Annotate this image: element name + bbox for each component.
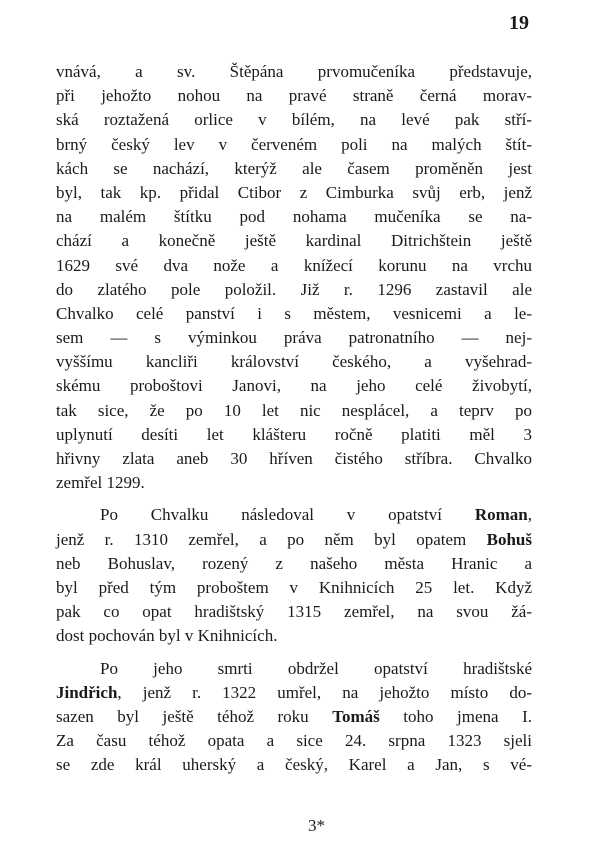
- text-line: uplynutí desíti let klášteru ročně platiti měl 3: [56, 424, 532, 444]
- text-line: ská roztažená orlice v bílém, na levé pak stří-: [56, 110, 532, 130]
- text-line: byl před tým proboštem v Knihnicích 25 let. Když: [56, 577, 532, 597]
- paragraph: [56, 657, 532, 778]
- text-line: kách se nachází, kterýž ale časem proměněn jest: [56, 158, 532, 178]
- text-line: skému proboštovi Janovi, na jeho celé živobytí,: [56, 376, 532, 396]
- text-line: při jehožto nohou na pravé straně černá morav-: [56, 86, 532, 106]
- person-name: Jindřich: [56, 682, 118, 702]
- text-line: Chvalko celé panství i s městem, vesnicemi a le-: [56, 303, 532, 323]
- text-line: zemřel 1299.: [56, 473, 145, 493]
- text-line: se zde král uherský a český, Karel a Jan, s vé-: [56, 755, 532, 775]
- body-text: [56, 60, 532, 777]
- text-line: na malém štítku pod nohama mučeníka se na-: [56, 207, 532, 227]
- signature-mark: 3*: [308, 816, 325, 835]
- text-line: Po jeho smrti obdržel opatství hradištské: [100, 658, 532, 678]
- text-line: Za času téhož opata a sice 24. srpna 1323 sjeli: [56, 731, 532, 751]
- text-line: chází a konečně ještě kardinal Ditrichštein ještě: [56, 231, 532, 251]
- text-line: vyššímu kancliři království českého, a vyšehrad-: [56, 352, 532, 372]
- person-name: Bohuš: [486, 529, 532, 549]
- paragraph: [56, 60, 532, 495]
- text-line: dost pochován byl v Knihnicích.: [56, 626, 278, 646]
- text-line: vnává, a sv. Štěpána prvomučeníka představuje,: [56, 62, 532, 81]
- text-line: neb Bohuslav, rozený z našeho města Hranic a: [56, 553, 532, 573]
- page-number: 19: [509, 12, 529, 34]
- person-name: Roman: [474, 505, 528, 525]
- text-line: sem — s výminkou práva patronatního — nej-: [56, 328, 532, 348]
- text-line: Po Chvalku následoval v opatství Roman,: [100, 505, 532, 525]
- text-line: hřivny zlata aneb 30 hříven čistého stříbra. Chvalko: [56, 449, 532, 468]
- text-line: sazen byl ještě téhož roku Tomáš toho jmena I.: [56, 706, 532, 726]
- text-line: tak sice, že po 10 let nic nesplácel, a teprv po: [56, 400, 532, 420]
- text-line: pak co opat hradištský 1315 zemřel, na svou žá-: [56, 602, 532, 622]
- text-line: brný český lev v červeném poli na malých štít-: [56, 134, 532, 154]
- text-line: byl, tak kp. přidal Ctibor z Cimburka svůj erb, jenž: [56, 182, 532, 202]
- paragraph: [56, 503, 532, 648]
- person-name: Tomáš: [332, 706, 380, 726]
- text-line: do zlatého pole položil. Již r. 1296 zastavil ale: [56, 279, 532, 299]
- text-line: 1629 své dva nože a knížecí korunu na vrchu: [56, 255, 532, 275]
- text-line: Jindřich, jenž r. 1322 umřel, na jehožto místo do-: [56, 682, 532, 702]
- text-line: jenž r. 1310 zemřel, a po něm byl opatem Bohuš: [56, 529, 532, 549]
